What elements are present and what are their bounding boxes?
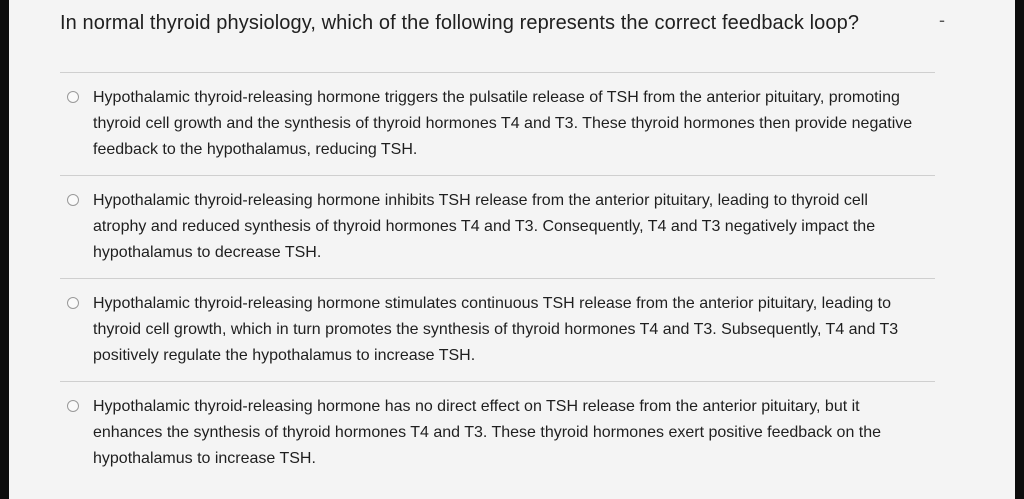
answer-option-label: Hypothalamic thyroid-releasing hormone stimulates continuous TSH release from the anterior pituitary, leading to thyroid cell growth, which in turn promotes the synthesis of thyroid hormones T4 and T3. Subsequently, T4 and T3 positively regulate the hypothalamus to increase TSH.	[93, 295, 899, 364]
answer-option-3[interactable]	[67, 291, 937, 369]
answer-option-label: Hypothalamic thyroid-releasing hormone has no direct effect on TSH release from the anterior pituitary, but it enhances the synthesis of thyroid hormones T4 and T3. These thyroid hormones exert positive feedback on the hypothalamus to increase TSH.	[93, 398, 882, 467]
question-text: In normal thyroid physiology, which of the following represents the correct feedback loop?	[60, 12, 860, 34]
radio-button-icon[interactable]	[67, 297, 79, 309]
radio-button-icon[interactable]	[67, 91, 79, 103]
radio-button-icon[interactable]	[67, 194, 79, 206]
answer-option-4[interactable]	[67, 394, 937, 472]
answer-option-label: Hypothalamic thyroid-releasing hormone triggers the pulsatile release of TSH from the anterior pituitary, promoting thyroid cell growth and the synthesis of thyroid hormones T4 and T3. These thyroid hormones then provide negative feedback to the hypothalamus, reducing TSH.	[93, 89, 913, 158]
answer-option-2[interactable]	[67, 188, 937, 266]
divider	[60, 72, 935, 73]
answer-option-1[interactable]	[67, 85, 937, 163]
question-card	[9, 0, 1015, 499]
divider	[60, 175, 935, 176]
divider	[60, 381, 935, 382]
corner-mark: -	[939, 10, 945, 30]
radio-button-icon[interactable]	[67, 400, 79, 412]
answer-option-label: Hypothalamic thyroid-releasing hormone inhibits TSH release from the anterior pituitary, leading to thyroid cell atrophy and reduced synthesis of thyroid hormones T4 and T3. Consequently, T4 and T3 negatively impact the hypothalamus to decrease TSH.	[93, 192, 876, 261]
divider	[60, 278, 935, 279]
